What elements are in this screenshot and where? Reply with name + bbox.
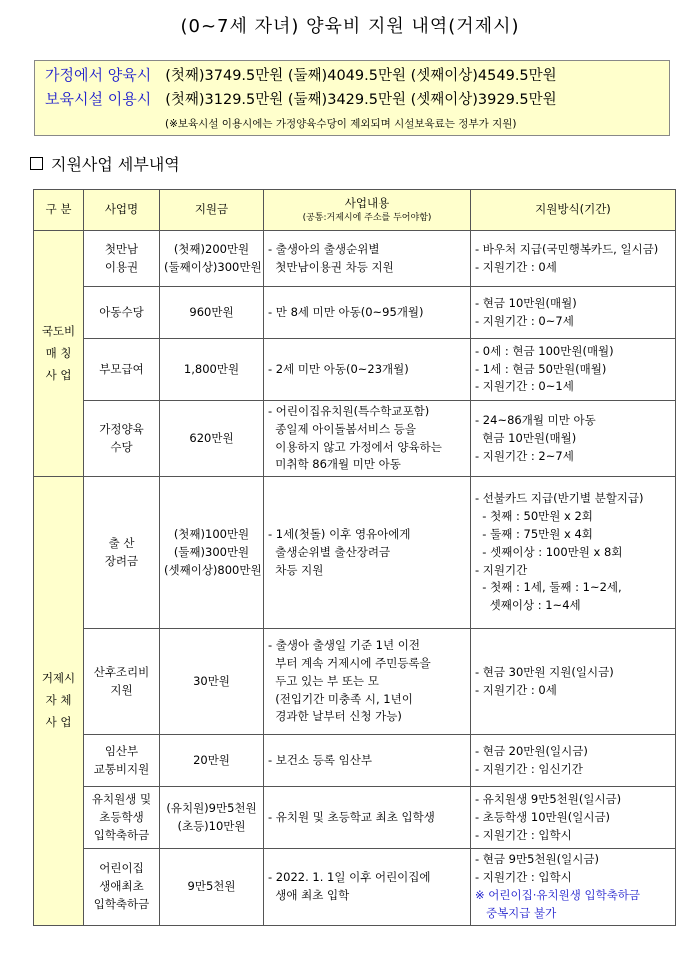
program-content xyxy=(264,339,471,401)
program-content-line: - 2022. 1. 1일 이후 어린이집에 xyxy=(268,870,431,885)
support-amount-line: 30만원 xyxy=(193,673,230,688)
support-table xyxy=(33,189,676,926)
support-method-line: 현금 10만원(매월) xyxy=(475,430,577,445)
support-amount-line: 1,800만원 xyxy=(183,361,240,376)
support-method-line: - 현금 20만원(일시금) xyxy=(475,743,588,758)
program-content-line: 부터 계속 거제시에 주민등록을 xyxy=(268,656,431,671)
support-method xyxy=(471,787,676,849)
page-title: (0~7세 자녀) 양육비 지원 내역(거제시) xyxy=(180,16,520,37)
program-content-line: - 출생아 출생일 기준 1년 이전 xyxy=(268,638,420,653)
support-method xyxy=(471,287,676,339)
support-amount-line: (셋째이상)800만원 xyxy=(164,562,262,577)
support-method-line: - 지원기간 : 2~7세 xyxy=(475,448,574,463)
program-name-line: 이용권 xyxy=(104,259,139,274)
support-method-line: - 첫째 : 50만원 x 2회 xyxy=(475,509,593,524)
program-content-line: - 만 8세 미만 아동(0~95개월) xyxy=(268,304,424,319)
support-method-line: - 둘째 : 75만원 x 4회 xyxy=(475,527,593,542)
support-method-line: - 0세 : 현금 100만원(매월) xyxy=(475,343,614,358)
program-content xyxy=(264,849,471,925)
summary-values: (첫째)3129.5만원 (둘째)3429.5만원 (셋째이상)3929.5만원 xyxy=(165,92,557,108)
program-content xyxy=(264,287,471,339)
support-method-line: - 지원기간 xyxy=(475,562,528,577)
support-amount xyxy=(160,231,264,287)
support-method-line: - 바우처 지급(국민행복카드, 일시금) xyxy=(475,241,659,256)
summary-label: 가정에서 양육시 xyxy=(45,66,152,84)
support-amount-line: 9만5천원 xyxy=(187,878,236,893)
support-amount xyxy=(160,787,264,849)
group-label xyxy=(34,477,84,925)
table-row xyxy=(34,735,676,787)
support-method-line: - 셋째이상 : 100만원 x 8회 xyxy=(475,544,623,559)
support-method-line: - 지원기간 : 0세 xyxy=(475,259,557,274)
section-title: 지원사업 세부내역 xyxy=(51,155,180,174)
group-label-line: 국도비 xyxy=(41,323,76,338)
program-name-line: 지원 xyxy=(110,682,133,697)
method-note-line: 중복지급 불가 xyxy=(475,905,557,920)
support-method-line: - 지원기간 : 0~1세 xyxy=(475,379,574,394)
header-category: 구 분 xyxy=(34,190,84,231)
program-name-line: 어린이집 xyxy=(99,861,144,876)
program-content-line: 차등 지원 xyxy=(268,562,324,577)
header-amount: 지원금 xyxy=(160,190,264,231)
support-method-line: - 24~86개월 미만 아동 xyxy=(475,412,596,427)
table-row xyxy=(34,629,676,735)
program-content-line: 종일제 아이돌봄서비스 등을 xyxy=(268,421,416,436)
program-content-line: - 출생아의 출생순위별 xyxy=(268,241,380,256)
program-name xyxy=(84,787,160,849)
program-name xyxy=(84,849,160,925)
program-name-line: 아동수당 xyxy=(99,304,144,319)
program-name-line: 수당 xyxy=(110,439,133,454)
program-name-line: 가정양육 xyxy=(99,421,144,436)
support-method-line: - 첫째 : 1세, 둘째 : 1~2세, xyxy=(475,580,622,595)
support-method-line: - 유치원생 9만5천원(일시금) xyxy=(475,792,622,807)
program-content xyxy=(264,231,471,287)
support-amount xyxy=(160,629,264,735)
program-name-line: 입학축하금 xyxy=(93,827,150,842)
square-bullet-icon xyxy=(30,157,43,170)
support-method xyxy=(471,231,676,287)
support-method-line: - 현금 10만원(매월) xyxy=(475,295,577,310)
program-name-line: 출 산 xyxy=(108,535,135,550)
program-content xyxy=(264,401,471,477)
group-label-line: 사 업 xyxy=(45,367,72,382)
support-method-line: - 현금 9만5천원(일시금) xyxy=(475,852,599,867)
program-name xyxy=(84,287,160,339)
table-row xyxy=(34,787,676,849)
table-row xyxy=(34,477,676,629)
header-name: 사업명 xyxy=(84,190,160,231)
header-content-sub: (공통:거제시에 주소를 두어야함) xyxy=(302,213,432,224)
support-method-line: - 초등학생 10만원(일시금) xyxy=(475,809,611,824)
support-amount-line: (둘째)300만원 xyxy=(173,544,250,559)
program-content-line: - 2세 미만 아동(0~23개월) xyxy=(268,361,409,376)
program-content-line: 출생순위별 출산장려금 xyxy=(268,544,391,559)
support-amount-line: (둘째이상)300만원 xyxy=(164,259,262,274)
support-method-line: 셋째이상 : 1~4세 xyxy=(475,598,581,613)
support-amount-line: 20만원 xyxy=(193,752,230,767)
program-content xyxy=(264,787,471,849)
summary-values: (첫째)3749.5만원 (둘째)4049.5만원 (셋째이상)4549.5만원 xyxy=(165,68,557,84)
group-label-line: 자 체 xyxy=(45,692,72,707)
program-content-line: 이용하지 않고 가정에서 양육하는 xyxy=(268,439,442,454)
program-name-line: 초등학생 xyxy=(99,809,144,824)
support-amount-line: (유치원)9만5천원 xyxy=(166,800,257,815)
program-content-line: - 유치원 및 초등학교 최초 입학생 xyxy=(268,809,435,824)
support-method-line: - 현금 30만원 지원(일시금) xyxy=(475,664,614,679)
program-content-line: 두고 있는 부 또는 모 xyxy=(268,673,379,688)
support-amount xyxy=(160,735,264,787)
support-amount xyxy=(160,849,264,925)
table-body xyxy=(34,231,676,926)
program-name-line: 산후조리비 xyxy=(93,664,150,679)
program-content-line: - 보건소 등록 임산부 xyxy=(268,752,372,767)
support-amount-line: 960만원 xyxy=(189,304,234,319)
program-content-line: 미취학 86개월 미만 아동 xyxy=(268,457,401,472)
table-row xyxy=(34,849,676,925)
program-name-line: 유치원생 및 xyxy=(91,792,152,807)
support-method-line: - 지원기간 : 입학시 xyxy=(475,827,572,842)
support-method xyxy=(471,477,676,629)
program-name-line: 입학축하금 xyxy=(93,896,150,911)
program-name-line: 부모급여 xyxy=(99,361,144,376)
program-name xyxy=(84,231,160,287)
support-method-line: - 지원기간 : 임신기간 xyxy=(475,761,583,776)
support-method xyxy=(471,401,676,477)
table-row xyxy=(34,287,676,339)
support-amount xyxy=(160,401,264,477)
program-content-line: 첫만남이용권 차등 지원 xyxy=(268,259,394,274)
support-amount xyxy=(160,339,264,401)
support-method xyxy=(471,849,676,925)
program-content xyxy=(264,477,471,629)
program-content xyxy=(264,629,471,735)
support-amount-line: (첫째)200만원 xyxy=(173,241,250,256)
summary-note: (※보육시설 이용시에는 가정양육수당이 제외되며 시설보육료는 정부가 지원) xyxy=(165,118,517,130)
support-amount xyxy=(160,287,264,339)
support-method-line: - 1세 : 현금 50만원(매월) xyxy=(475,361,607,376)
table-row xyxy=(34,231,676,287)
support-method xyxy=(471,339,676,401)
program-name-line: 교통비지원 xyxy=(93,761,150,776)
support-method-line: - 지원기간 : 0~7세 xyxy=(475,313,574,328)
program-content xyxy=(264,735,471,787)
support-method-line: - 지원기간 : 0세 xyxy=(475,682,557,697)
summary-row-facility xyxy=(45,88,557,109)
program-name-line: 첫만남 xyxy=(104,241,139,256)
program-name-line: 생애최초 xyxy=(99,878,144,893)
program-name xyxy=(84,339,160,401)
support-method-line: - 선불카드 지급(반기별 분할지급) xyxy=(475,491,644,506)
program-name xyxy=(84,401,160,477)
support-amount-line: (첫째)100만원 xyxy=(173,527,250,542)
summary-box xyxy=(34,60,670,136)
header-method: 지원방식(기간) xyxy=(471,190,676,231)
program-name-line: 임산부 xyxy=(104,743,139,758)
support-amount-line: (초등)10만원 xyxy=(177,818,246,833)
group-label-line: 사 업 xyxy=(45,714,72,729)
program-content-line: - 어린이집유치원(특수학교포함) xyxy=(268,404,430,418)
program-name xyxy=(84,477,160,629)
program-content-line: (전입기간 미충족 시, 1년이 xyxy=(268,691,413,706)
group-label xyxy=(34,231,84,477)
header-content-label: 사업내용 xyxy=(344,196,390,211)
program-content-line: 생애 최초 입학 xyxy=(268,887,350,902)
table-row xyxy=(34,339,676,401)
support-amount xyxy=(160,477,264,629)
summary-row-home xyxy=(45,64,557,85)
method-note-line: ※ 어린이집·유치원생 입학축하금 xyxy=(475,887,641,902)
support-amount-line: 620만원 xyxy=(189,430,234,445)
program-name xyxy=(84,735,160,787)
table-row xyxy=(34,401,676,477)
support-method xyxy=(471,629,676,735)
group-label-line: 매 칭 xyxy=(45,345,72,360)
program-name-line: 장려금 xyxy=(104,553,139,568)
program-name xyxy=(84,629,160,735)
support-method-line: - 지원기간 : 입학시 xyxy=(475,870,572,885)
summary-label: 보육시설 이용시 xyxy=(45,90,152,108)
program-content-line: 경과한 날부터 신청 가능) xyxy=(268,709,402,724)
section-heading xyxy=(30,152,180,175)
support-method xyxy=(471,735,676,787)
program-content-line: - 1세(첫돌) 이후 영유아에게 xyxy=(268,527,411,542)
group-label-line: 거제시 xyxy=(41,671,76,686)
header-content xyxy=(264,190,471,231)
